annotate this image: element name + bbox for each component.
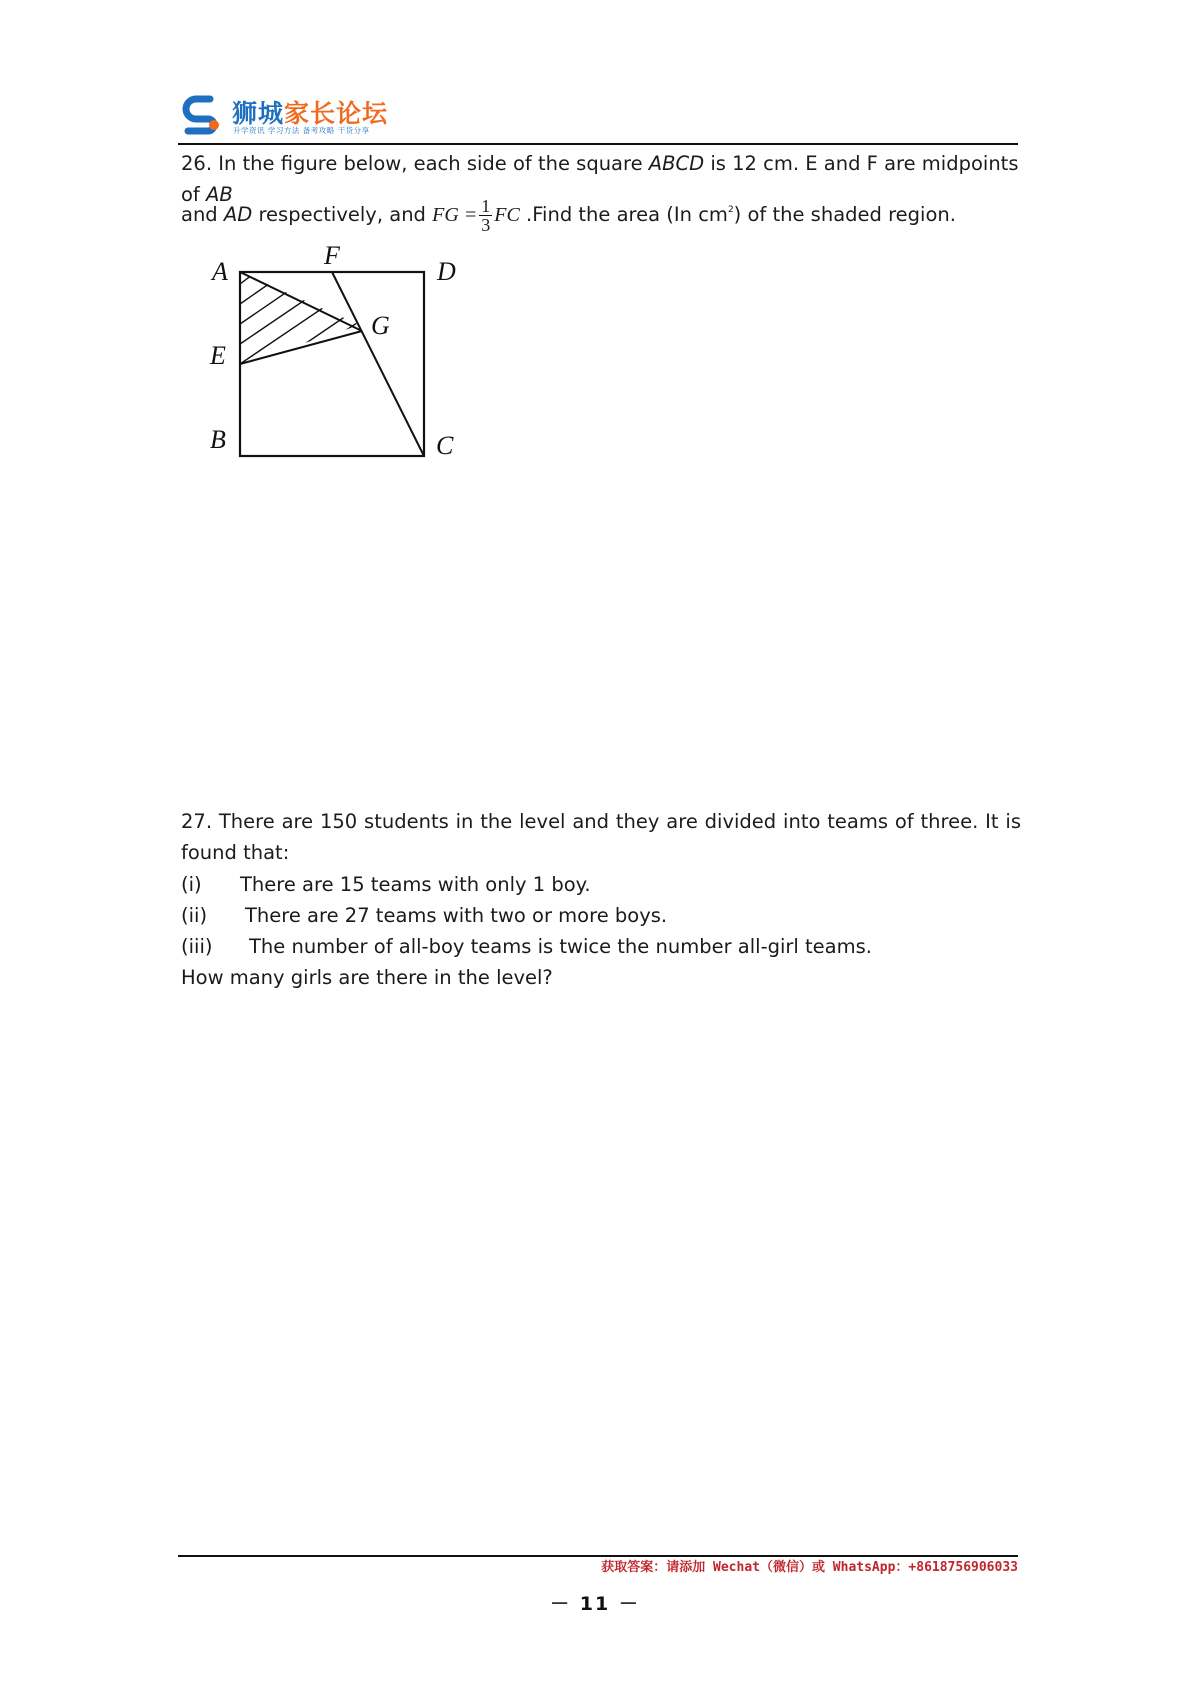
label-c: C <box>436 431 454 460</box>
segment-fc <box>332 272 424 456</box>
q26-text: ) of the shaded region. <box>733 203 956 226</box>
logo-subtitle: 升学资讯 学习方法 备考攻略 干货分享 <box>233 126 370 135</box>
q27-item-number: (ii) <box>181 904 208 927</box>
q26-text: respectively, and <box>252 203 433 226</box>
label-d: D <box>437 257 456 286</box>
q26-frac-num: 1 <box>481 196 491 216</box>
footer-contact-note: 获取答案：请添加 Wechat（微信）或 WhatsApp：+8618756906033 <box>601 1560 1018 1575</box>
q26-eq-rhs: FC <box>494 204 520 226</box>
segment-eg <box>240 331 362 364</box>
question-27-intro: 27. There are 150 students in the level and they are divided into teams of three. It is found that: <box>181 810 1021 864</box>
q26-text: 26. In the figure below, each side of the square <box>181 152 649 175</box>
page-number: － 11 － <box>550 1593 640 1615</box>
site-logo <box>180 93 400 137</box>
q26-side-ab: AB <box>206 183 233 206</box>
logo-mark-icon <box>180 93 224 137</box>
q26-square-name: ABCD <box>648 152 705 175</box>
geometry-figure <box>196 236 476 466</box>
label-g: G <box>371 311 390 340</box>
q27-item-text: The number of all-boy teams is twice the number all-girl teams. <box>249 935 872 958</box>
q26-side-ad: AD <box>223 203 253 226</box>
q27-item-number: (iii) <box>181 935 213 958</box>
q27-item-number: (i) <box>181 873 202 896</box>
label-a: A <box>212 257 228 286</box>
q27-question: How many girls are there in the level? <box>181 966 553 989</box>
q26-eq-lhs: FG = <box>432 204 478 226</box>
q26-fraction <box>479 197 492 234</box>
label-b: B <box>210 425 226 454</box>
q26-frac-den: 3 <box>481 215 491 235</box>
q26-text: .Find the area (In cm <box>519 203 728 226</box>
q26-text: is 12 cm. E and F are midpoints of <box>181 152 1019 206</box>
logo-title-part1: 狮城 <box>232 99 285 128</box>
q27-item-text: There are 15 teams with only 1 boy. <box>240 873 591 896</box>
square-abcd <box>240 272 424 456</box>
question-26-line2 <box>181 189 1021 236</box>
label-e: E <box>210 341 226 370</box>
header-divider <box>178 143 1018 145</box>
q27-item-3 <box>181 931 872 962</box>
q27-item-2 <box>181 900 667 931</box>
logo-title-part2: 家长论坛 <box>284 99 389 128</box>
label-f: F <box>324 241 340 270</box>
q26-text: and <box>181 203 224 226</box>
q26-superscript: 2 <box>727 205 734 215</box>
q27-item-text: There are 27 teams with two or more boys. <box>245 904 668 927</box>
q27-item-1 <box>181 869 591 900</box>
